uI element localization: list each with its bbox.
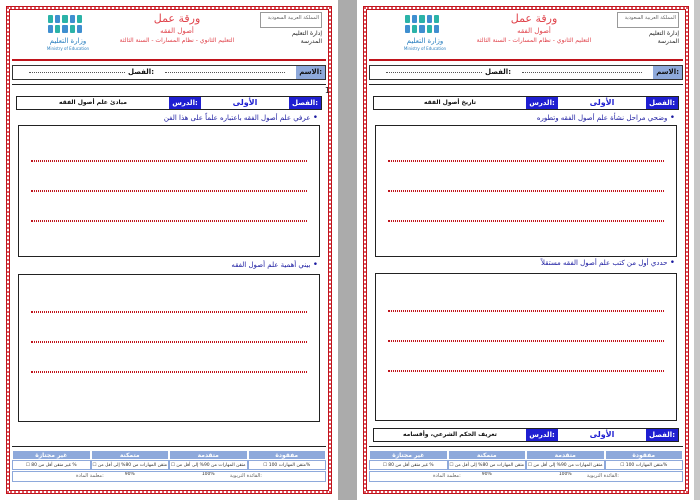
worksheet-page-1 [0, 0, 338, 500]
question-2: • حددي أول من كتب علم أصول الفقه مستقلاً [540, 258, 675, 268]
level-header: مفقودة [605, 450, 684, 460]
admin-label: إدارة التعليم [292, 30, 322, 37]
ministry-logo [399, 15, 451, 55]
answer-box-1[interactable] [375, 125, 677, 257]
supervisor-signature: القائدة التربوية: [586, 473, 619, 479]
lesson-bar [373, 96, 679, 110]
class-label: الفصل: [125, 66, 157, 79]
admin-label: إدارة التعليم [649, 30, 679, 37]
level-criteria[interactable]: ☐ متقن المهارات من 90% إلى أقل من 100% [169, 460, 248, 470]
assessment-table [12, 450, 326, 484]
school-info [260, 12, 322, 46]
program-title: التعليم الثانوي - نظام المسارات - السنة الثالثة [476, 37, 592, 44]
ministry-name-en: Ministry of Education [403, 46, 447, 51]
level-criteria[interactable]: ☐ متقن المهارات 100% [605, 460, 684, 470]
answer-box-2[interactable] [375, 273, 677, 421]
section-divider [369, 84, 683, 85]
page-number: 1 [324, 86, 330, 95]
next-lesson-bar [373, 428, 679, 442]
lesson-label: الدرس: [526, 97, 558, 109]
level-criteria[interactable]: ☐ متقن المهارات 100% [248, 460, 327, 470]
teacher-signature: معلمة المادة: [433, 473, 461, 479]
chapter-value: الأولى [232, 98, 258, 107]
level-header: غير مجتازة [369, 450, 448, 460]
level-header: متقدمة [169, 450, 248, 460]
class-field[interactable] [386, 72, 482, 73]
assessment-table [369, 450, 683, 484]
school-info [617, 12, 679, 46]
question-2: • بيني أهمية علم أصول الفقه [231, 260, 318, 270]
chapter-value: الأولى [589, 98, 615, 107]
student-info-bar [369, 65, 683, 80]
chapter-label: الفصل: [646, 97, 678, 109]
lesson-title: مبادئ علم أصول الفقه [59, 99, 127, 106]
kingdom-emblem: المملكة العربية السعودية [617, 12, 679, 28]
page-header [369, 12, 683, 58]
lesson-label: الدرس: [169, 97, 201, 109]
ministry-name-en: Ministry of Education [46, 46, 90, 51]
level-criteria[interactable]: ☐ متقن المهارات من 80% إلى أقل من 90% [91, 460, 170, 470]
teacher-signature: معلمة المادة: [76, 473, 104, 479]
question-1: • عرفي علم أصول الفقه باعتباره علماً على هذا الفن [163, 113, 318, 123]
lesson-bar [16, 96, 322, 110]
lesson-title: تاريخ أصول الفقه [423, 99, 477, 106]
subject-title: أصول الفقه [517, 27, 551, 35]
level-criteria[interactable]: ☐ متقن المهارات من 80% إلى أقل من 90% [448, 460, 527, 470]
lesson-title: تعريف الحكم الشرعي، وأقسامه [403, 431, 497, 438]
worksheet-page-2 [357, 0, 695, 500]
level-header: مفقودة [248, 450, 327, 460]
ministry-name: وزارة التعليم [49, 37, 87, 45]
worksheet-title: ورقة عمل [153, 12, 201, 25]
lesson-label: الدرس: [526, 429, 558, 441]
school-label: المدرسة [300, 38, 322, 45]
name-label: الاسم: [653, 66, 682, 79]
vertical-scrollbar[interactable] [694, 0, 700, 500]
level-criteria[interactable]: ☐ متقن المهارات من 90% إلى أقل من 100% [526, 460, 605, 470]
signature-row [369, 471, 683, 482]
worksheet-title: ورقة عمل [510, 12, 558, 25]
level-header: متمكنة [448, 450, 527, 460]
school-label: المدرسة [657, 38, 679, 45]
chapter-label: الفصل: [646, 429, 678, 441]
name-label: الاسم: [296, 66, 325, 79]
supervisor-signature: القائدة التربوية: [229, 473, 262, 479]
footer-divider [12, 446, 326, 447]
worksheet-titles [464, 12, 604, 45]
chapter-value: الأولى [589, 430, 615, 439]
answer-box-1[interactable] [18, 125, 320, 257]
class-field[interactable] [29, 72, 125, 73]
answer-box-2[interactable] [18, 274, 320, 422]
name-field[interactable] [522, 72, 642, 73]
level-criteria[interactable]: ☐ غير متقن أقل من 80 % [369, 460, 448, 470]
footer-divider [369, 446, 683, 447]
chapter-label: الفصل: [289, 97, 321, 109]
kingdom-emblem: المملكة العربية السعودية [260, 12, 322, 28]
ministry-name: وزارة التعليم [406, 37, 444, 45]
class-label: الفصل: [482, 66, 514, 79]
question-1: • وضحي مراحل نشأة علم أصول الفقه وتطوره [536, 113, 675, 123]
section-divider [12, 84, 326, 85]
level-header: متمكنة [91, 450, 170, 460]
page-header [12, 12, 326, 58]
level-header: غير مجتازة [12, 450, 91, 460]
signature-row [12, 471, 326, 482]
header-divider [369, 59, 683, 61]
student-info-bar [12, 65, 326, 80]
subject-title: أصول الفقه [160, 27, 194, 35]
level-criteria[interactable]: ☐ غير متقن أقل من 80 % [12, 460, 91, 470]
program-title: التعليم الثانوي - نظام المسارات - السنة الثالثة [119, 37, 235, 44]
name-field[interactable] [165, 72, 285, 73]
header-divider [12, 59, 326, 61]
ministry-logo [42, 15, 94, 55]
worksheet-titles [107, 12, 247, 45]
level-header: متقدمة [526, 450, 605, 460]
